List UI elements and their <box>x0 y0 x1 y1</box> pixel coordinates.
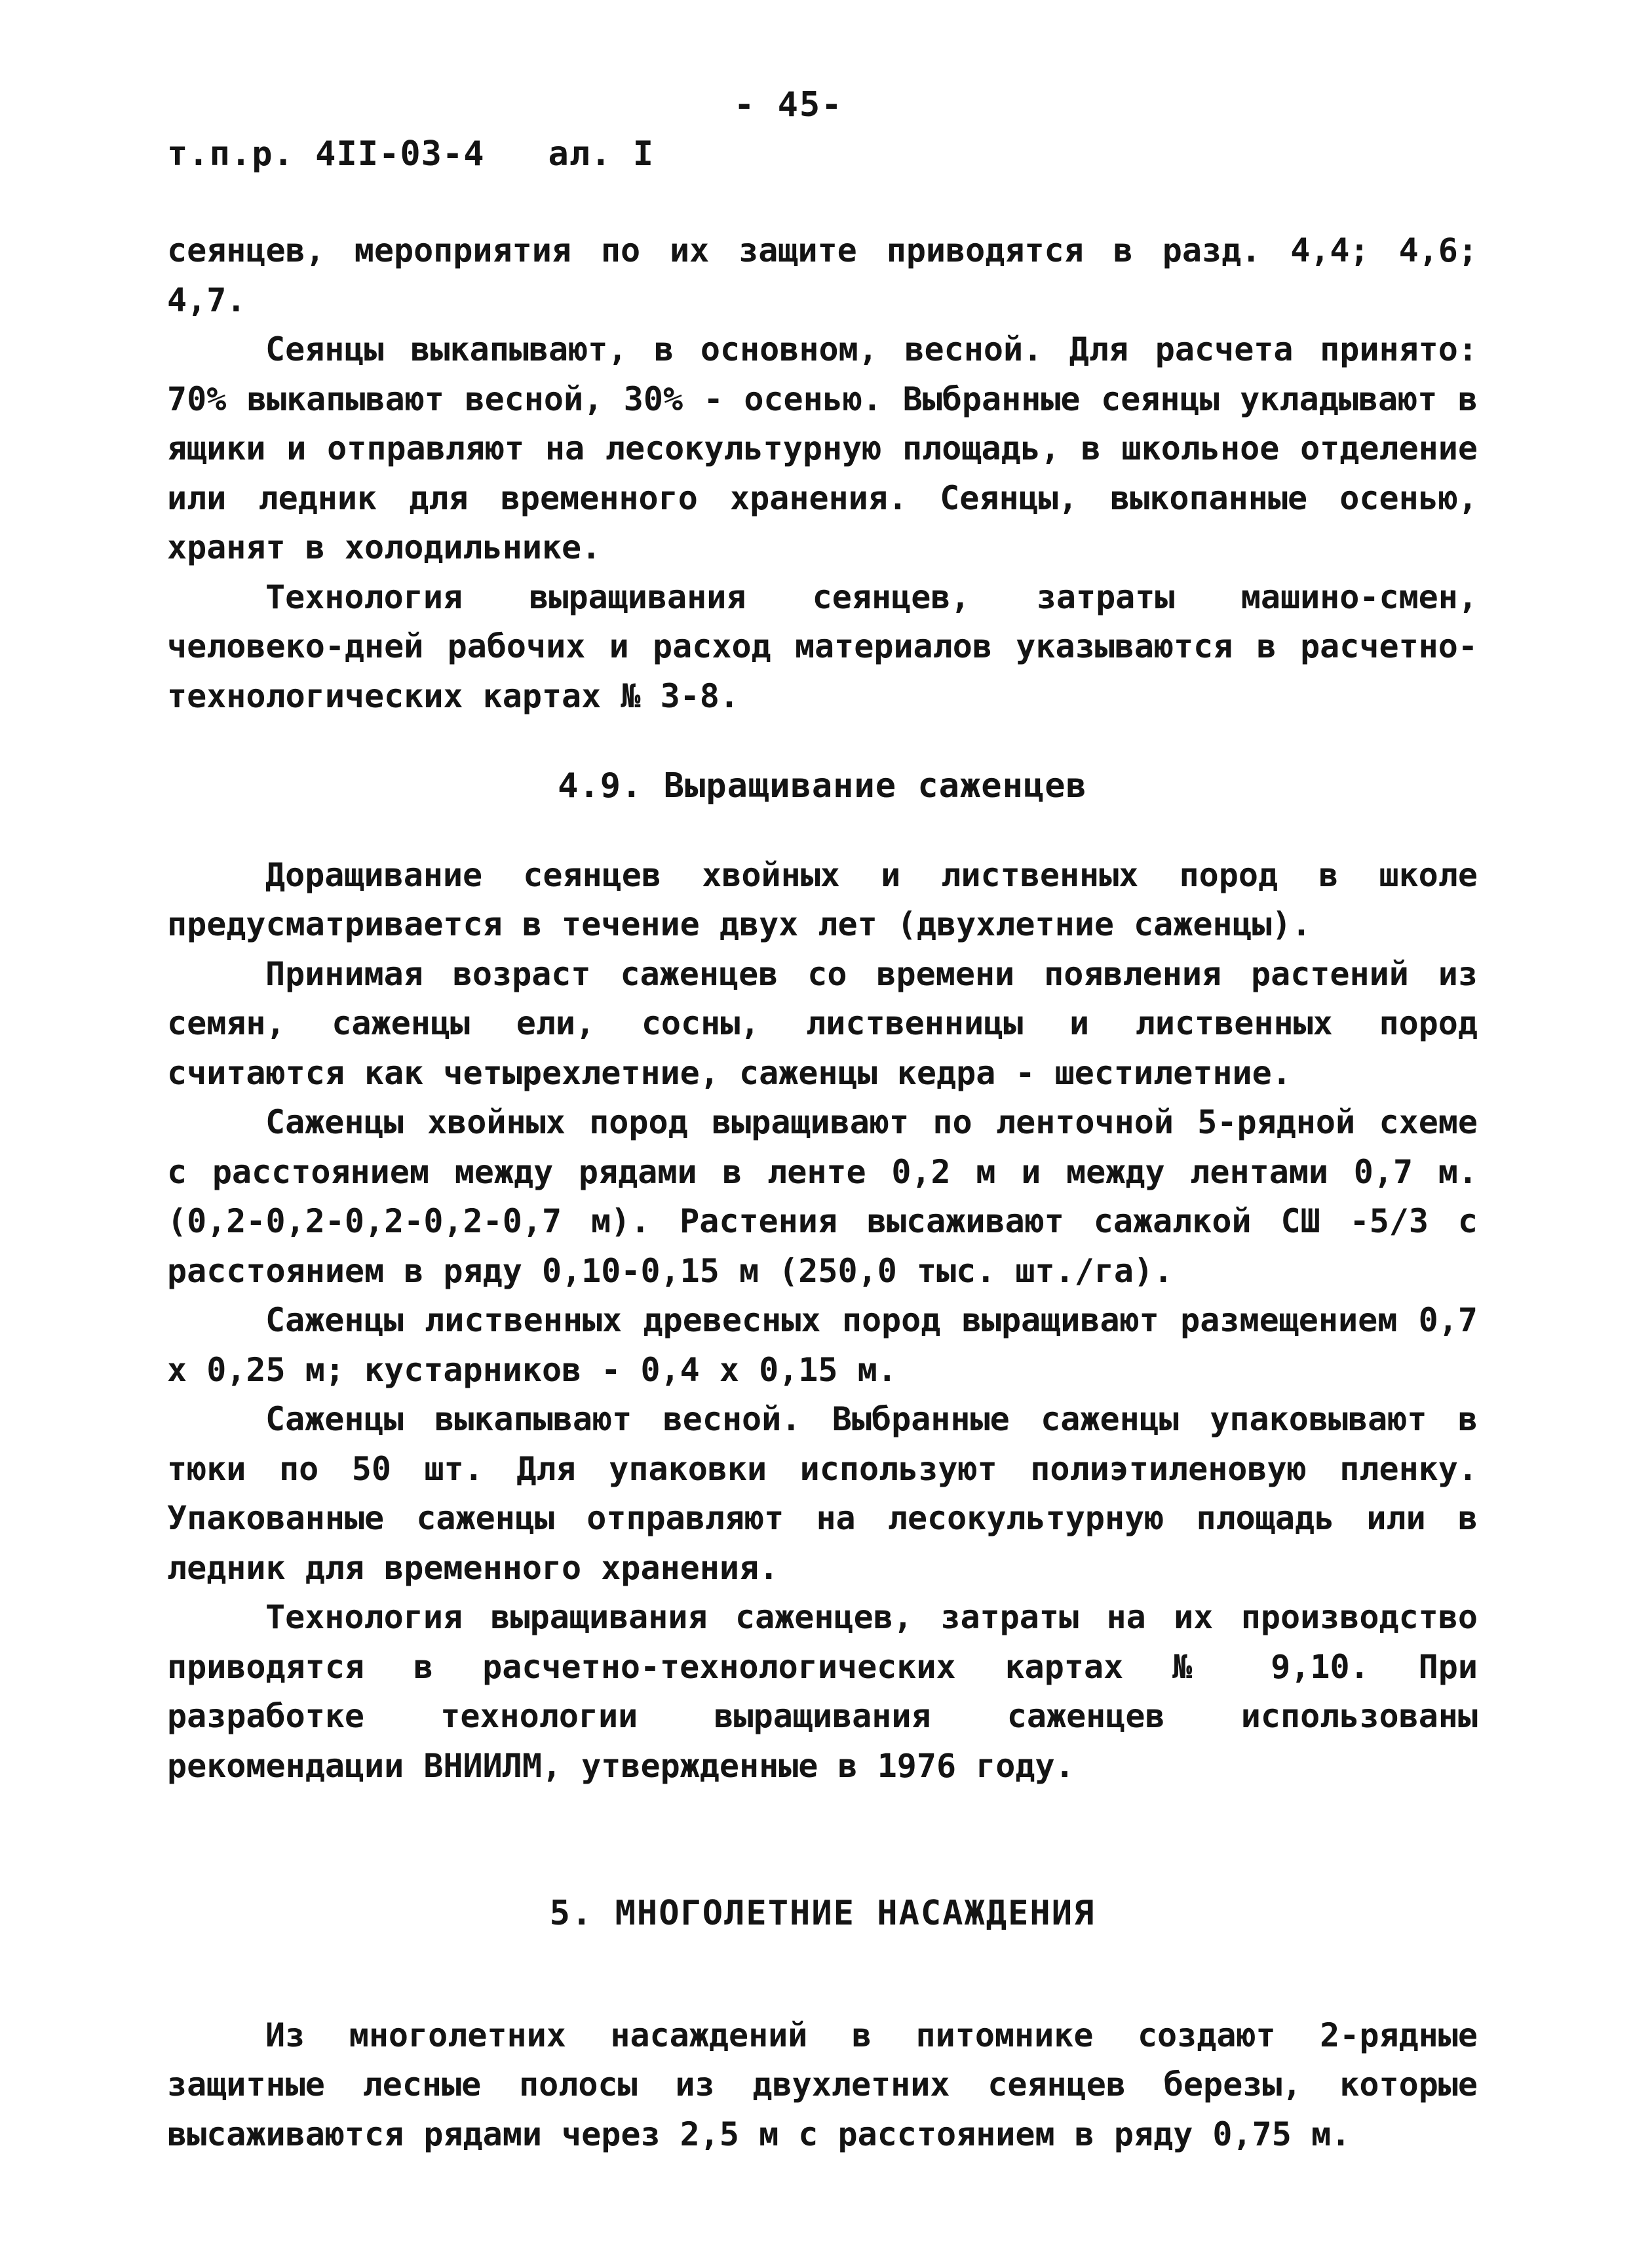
paragraph: Саженцы лиственных древесных пород выращивают размещением 0,7 х 0,25 м; кустарников - 0,4 х 0,15 м. <box>167 1301 1478 1389</box>
document-body <box>167 226 1478 2159</box>
section-heading-5: 5. МНОГОЛЕТНИЕ НАСАЖДЕНИЯ <box>549 1894 1096 1933</box>
paragraph: Технология выращивания саженцев, затраты на их производство приводятся в расчетно-технологических картах № 9,10. При разработке технологии выращивания саженцев использованы рекомендации ВНИИЛМ, утвержденные в 1976 году. <box>167 1598 1478 1785</box>
paragraph: Принимая возраст саженцев со времени появления растений из семян, саженцы ели, сосны, лиственницы и лиственных пород считаются как четырехлетние, саженцы кедра - шестилетние. <box>167 954 1478 1092</box>
page-number: - 45- <box>734 85 843 125</box>
document-code: т.п.р. 4II-03-4 ал. I <box>167 134 655 174</box>
paragraph: Из многолетних насаждений в питомнике создают 2-рядные защитные лесные полосы из двухлетних сеянцев березы, которые высаживаются рядами через 2,5 м с расстоянием в ряду 0,75 м. <box>167 2016 1478 2153</box>
paragraph: Сеянцы выкапывают, в основном, весной. Для расчета принято: 70% выкапывают весной, 30% - осенью. Выбранные сеянцы укладывают в ящики и отправляют на лесокультурную площадь, в школьное отделение или ледник для временного хранения. Сеянцы, выкопанные осенью, хранят в холодильнике. <box>167 330 1478 566</box>
section-heading-4-9: 4.9. Выращивание саженцев <box>558 766 1087 806</box>
paragraph: Саженцы хвойных пород выращивают по ленточной 5-рядной схеме с расстоянием между рядами в ленте 0,2 м и между лентами 0,7 м. (0,2-0,2-0,2-0,2-0,7 м). Растения высаживают сажалкой СШ -5/3 с расстоянием в ряду 0,10-0,15 м (250,0 тыс. шт./га). <box>167 1103 1478 1290</box>
paragraph-continuation: сеянцев, мероприятия по их защите приводятся в разд. 4,4; 4,6; 4,7. <box>167 231 1478 319</box>
paragraph: Саженцы выкапывают весной. Выбранные саженцы упаковывают в тюки по 50 шт. Для упаковки используют полиэтиленовую пленку. Упакованные саженцы отправляют на лесокультурную площадь или в ледник для временного хранения. <box>167 1400 1478 1587</box>
paragraph: Технология выращивания сеянцев, затраты машино-смен, человеко-дней рабочих и расход материалов указываются в расчетно-технологических картах № 3-8. <box>167 577 1478 715</box>
paragraph: Доращивание сеянцев хвойных и лиственных пород в школе предусматривается в течение двух лет (двухлетние саженцы). <box>167 855 1478 943</box>
